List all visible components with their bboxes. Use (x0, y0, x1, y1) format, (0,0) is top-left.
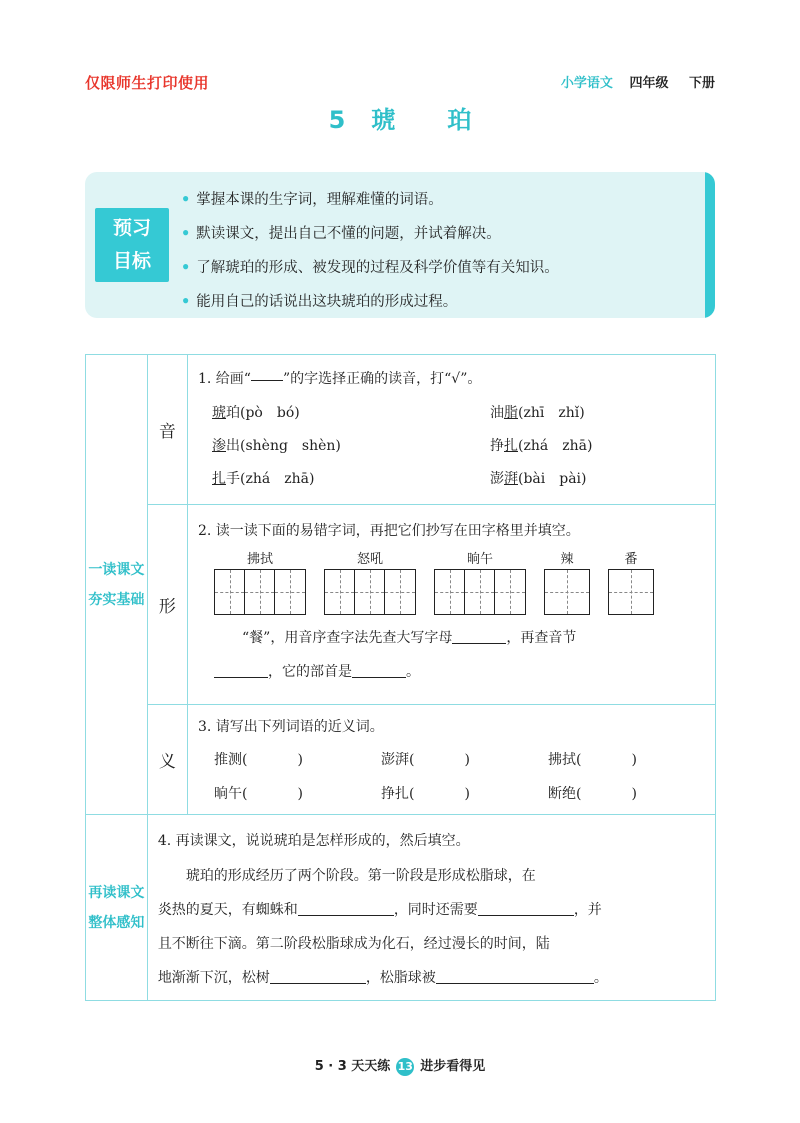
synonym-list (214, 743, 715, 811)
synonym-item[interactable]: 晌午( ) (214, 786, 303, 802)
word-label: 辣 (560, 552, 574, 567)
category-sound: 音 (147, 355, 187, 505)
passage-text: 。 (593, 970, 608, 986)
passage-text: ，松脂球被 (365, 970, 436, 986)
question-2 (188, 505, 716, 705)
word-label: 怒吼 (356, 552, 383, 567)
passage-text: 炎热的夏天，有蜘蛛和 (157, 902, 298, 918)
section-overview-line2: 整体感知 (88, 914, 145, 931)
lookup-fill (214, 621, 715, 689)
section-basics-line1: 一读课文 (88, 561, 145, 578)
goal-item (181, 285, 559, 318)
category-form: 形 (147, 505, 187, 705)
goal-item (181, 217, 559, 251)
goal-text: 能用自己的话说出这块琥珀的形成过程。 (196, 294, 458, 310)
exercise-table (85, 354, 716, 1001)
answer-blank[interactable] (436, 966, 594, 984)
pinyin-item[interactable]: 澎湃(bài pài) (490, 471, 587, 487)
goal-text: 了解琥珀的形成、被发现的过程及科学价值等有关知识。 (196, 260, 559, 276)
answer-blank[interactable] (270, 966, 366, 984)
pinyin-item[interactable]: 琥珀(pò bó) (212, 405, 300, 421)
synonym-item[interactable]: 澎湃( ) (381, 752, 470, 768)
writing-grid[interactable] (214, 569, 306, 615)
writing-grid[interactable] (544, 569, 590, 615)
passage-line (158, 893, 707, 927)
passage-text: ，同时还需要 (393, 902, 478, 918)
goals-tag-line2: 目标 (112, 250, 151, 272)
synonym-item[interactable]: 推测( ) (214, 752, 303, 768)
pinyin-choices (212, 397, 715, 496)
pinyin-row (212, 430, 715, 463)
word-label: 晌午 (466, 552, 493, 567)
word-group (434, 551, 526, 615)
pinyin-item[interactable]: 渗出(shèng shèn) (212, 438, 341, 454)
footer-brand: 5 · 3 天天练 (314, 1059, 391, 1074)
section-basics-line2: 夯实基础 (88, 591, 145, 608)
prompt-part: ”的字选择正确的读音，打“√”。 (282, 371, 482, 387)
fill-text: 。 (406, 664, 420, 680)
passage-line: 琥珀的形成经历了两个阶段。第一阶段是形成松脂球，在 (185, 868, 536, 884)
footer-slogan: 进步看得见 (420, 1059, 486, 1074)
pinyin-item[interactable]: 油脂(zhī zhǐ) (490, 405, 585, 421)
goal-text: 掌握本课的生字词，理解难懂的词语。 (196, 192, 443, 208)
title-char-2: 珀 (447, 106, 472, 134)
answer-blank[interactable] (214, 660, 268, 678)
preview-goals-panel (85, 172, 715, 318)
writing-grid[interactable] (324, 569, 416, 615)
formation-passage (158, 859, 707, 995)
word-group (608, 551, 654, 615)
prompt-part: 1. 给画“ (198, 371, 251, 387)
question-3-prompt: 3. 请写出下列词语的近义词。 (198, 719, 384, 735)
goal-item (181, 183, 559, 217)
passage-text: ，并 (573, 902, 602, 918)
synonym-item[interactable]: 断绝( ) (548, 786, 637, 802)
pinyin-item[interactable]: 扎手(zhá zhā) (212, 471, 315, 487)
goals-tag (95, 208, 169, 282)
fill-text: “餐”，用音序查字法先查大写字母 (242, 630, 453, 646)
passage-line (158, 961, 707, 995)
grade-label: 四年级 (629, 76, 669, 91)
bullet-icon: • (181, 259, 191, 276)
term-label: 下册 (688, 76, 715, 91)
question-4-prompt: 4. 再读课文，说说琥珀是怎样形成的，然后填空。 (157, 833, 470, 849)
synonym-row (214, 777, 715, 811)
goal-item (181, 251, 559, 285)
writing-grid[interactable] (434, 569, 526, 615)
pinyin-row (212, 397, 715, 430)
pinyin-item[interactable]: 挣扎(zhá zhā) (490, 438, 593, 454)
book-info (561, 72, 715, 91)
fill-text: ，它的部首是 (268, 664, 352, 680)
word-label: 番 (624, 552, 638, 567)
passage-text: 地渐渐下沉，松树 (157, 970, 270, 986)
answer-blank[interactable] (298, 898, 394, 916)
word-group (324, 551, 416, 615)
question-2-prompt: 2. 读一读下面的易错字词，再把它们抄写在田字格里并填空。 (198, 523, 580, 539)
bullet-icon: • (181, 293, 191, 310)
answer-blank[interactable] (478, 898, 574, 916)
bullet-icon: • (181, 191, 191, 208)
question-3 (188, 705, 716, 815)
lesson-title (0, 100, 800, 135)
section-overview-label (86, 815, 148, 1001)
word-label: 拂拭 (246, 552, 273, 567)
goal-text: 默读课文，提出自己不懂的问题，并试着解决。 (196, 226, 501, 242)
writing-grid-row (214, 551, 715, 615)
pinyin-row (212, 463, 715, 496)
underline-sample (251, 371, 283, 381)
bullet-icon: • (181, 225, 191, 242)
goals-tag-line1: 预习 (112, 217, 151, 239)
word-group (544, 551, 590, 615)
subject-label: 小学语文 (560, 76, 613, 91)
page-number-badge: 13 (396, 1058, 414, 1076)
print-notice: 仅限师生打印使用 (85, 74, 210, 92)
question-1-prompt (198, 367, 715, 391)
section-overview-line1: 再读课文 (88, 884, 145, 901)
answer-blank[interactable] (452, 626, 506, 644)
answer-blank[interactable] (352, 660, 406, 678)
category-meaning: 义 (147, 705, 187, 815)
goals-edge-bar (705, 172, 715, 318)
goals-list (181, 183, 559, 318)
synonym-row (214, 743, 715, 777)
question-1 (188, 355, 716, 505)
page-footer (0, 1055, 800, 1076)
question-4 (147, 815, 715, 1001)
synonym-item[interactable]: 挣扎( ) (381, 786, 470, 802)
lesson-number: 5 (328, 106, 346, 134)
word-group (214, 551, 306, 615)
passage-line: 且不断往下滴。第二阶段松脂球成为化石，经过漫长的时间，陆 (157, 936, 550, 952)
synonym-item[interactable]: 拂拭( ) (548, 752, 637, 768)
title-char-1: 琥 (371, 106, 396, 134)
writing-grid[interactable] (608, 569, 654, 615)
fill-text: ，再查音节 (506, 630, 577, 646)
section-basics-label (86, 355, 148, 815)
